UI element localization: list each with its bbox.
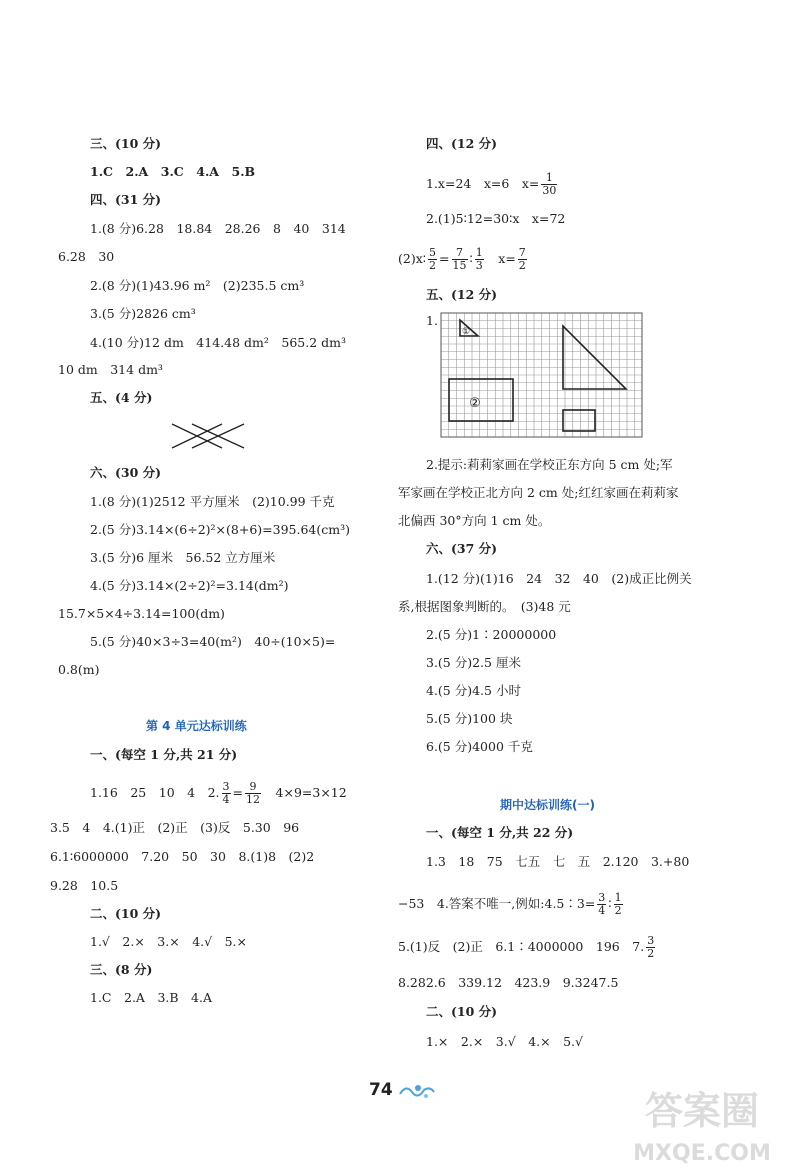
watermark-text: 答案圈	[644, 1089, 760, 1133]
answer-text: 1.16 25 10 4 2.	[90, 785, 220, 800]
answer-line: 1.√ 2.× 3.× 4.√ 5.×	[90, 934, 247, 949]
answer-line-with-fractions	[90, 781, 347, 806]
answer-line-with-fractions	[398, 935, 657, 960]
answer-line: 4.(5 分)3.14×(2÷2)²=3.14(dm²)	[90, 578, 289, 593]
small-rectangle-shape	[563, 410, 595, 431]
answer-line: 8.282.6 339.12 423.9 9.3247.5	[398, 975, 619, 990]
answer-line: 3.(5 分)2.5 厘米	[426, 655, 521, 670]
answer-line: 1.C 2.A 3.B 4.A	[90, 990, 213, 1005]
answer-line: 2.(5 分)3.14×(6÷2)²×(8+6)=395.64(cm³)	[90, 522, 350, 537]
answer-line: 15.7×5×4÷3.14=100(dm)	[58, 606, 225, 621]
answer-line: 5.(5 分)40×3÷3=40(m²) 40÷(10×5)=	[90, 634, 336, 649]
answer-line: 3.5 4 4.(1)正 (2)正 (3)反 5.30 96	[50, 820, 300, 835]
answer-text: 4×9=3×12	[263, 785, 347, 800]
equals-sign: =	[232, 785, 244, 800]
section-heading: 一、(每空 1 分,共 21 分)	[90, 747, 238, 762]
answer-line: 1.3 18 75 七五 七 五 2.120 3.+80	[426, 854, 690, 869]
fraction: $\frac{3}{4}$	[598, 891, 606, 917]
answer-text: −53 4.答案不唯一,例如:4.5∶3=	[398, 896, 596, 911]
answer-line: 2.(8 分)(1)43.96 m² (2)235.5 cm³	[90, 278, 305, 293]
answer-line: 军家画在学校正北方向 2 cm 处;红红家画在莉莉家	[398, 485, 679, 500]
answer-line: 4.(5 分)4.5 小时	[426, 683, 521, 698]
section-heading: 一、(每空 1 分,共 22 分)	[426, 825, 574, 840]
page-number: 74	[369, 1080, 393, 1100]
answer-line-with-fractions	[398, 247, 529, 272]
ratio-sign: ∶	[608, 896, 612, 911]
answer-text: (2)x∶	[398, 251, 427, 266]
section-heading: 六、(37 分)	[426, 541, 498, 556]
answer-line: 3.(5 分)2826 cm³	[90, 306, 196, 321]
section-heading: 三、(8 分)	[90, 962, 153, 977]
watermark-logo	[612, 1080, 792, 1170]
answer-line: 1.C 2.A 3.C 4.A 5.B	[90, 164, 256, 179]
section-heading: 三、(10 分)	[90, 136, 162, 151]
decorative-ornament-icon	[398, 1080, 438, 1102]
watermark-url: MXQE.COM	[633, 1141, 771, 1166]
answer-line: 0.8(m)	[58, 662, 100, 677]
answer-line: 5.(5 分)100 块	[426, 711, 513, 726]
fraction: $\frac{7}{15}$	[452, 246, 467, 272]
question-number: 1.	[426, 313, 438, 328]
fraction: $\frac{1}{2}$	[614, 891, 622, 917]
unit-title: 第 4 单元达标训练	[146, 719, 247, 733]
answer-text: 5.(1)反 (2)正 6.1∶4000000 196 7.	[398, 939, 645, 954]
fraction: $\frac{5}{2}$	[429, 246, 437, 272]
shape-label-1: ①	[462, 327, 471, 337]
fraction: $\frac{1}{3}$	[475, 246, 483, 272]
answer-line: 1.(12 分)(1)16 24 32 40 (2)成正比例关	[426, 571, 692, 586]
answer-line: 6.(5 分)4000 千克	[426, 739, 533, 754]
answer-line: 1.(8 分)6.28 18.84 28.26 8 40 314	[90, 221, 346, 236]
shape-label-2: ②	[469, 396, 481, 411]
answer-line: 9.28 10.5	[50, 878, 119, 893]
answer-line: 2.(5 分)1∶20000000	[426, 627, 557, 642]
answer-line-with-fractions	[426, 172, 559, 197]
answer-line-with-fractions	[398, 892, 625, 917]
crossed-lines-figure	[170, 418, 250, 452]
answer-line: 6.28 30	[58, 249, 115, 264]
rectangle-2-shape	[449, 379, 513, 421]
section-heading: 四、(12 分)	[426, 136, 498, 151]
answer-text: 1.x=24 x=6 x=	[426, 176, 540, 191]
answer-line: 10 dm 314 dm³	[58, 362, 163, 377]
fraction: $\frac{3}{4}$	[222, 780, 230, 806]
answer-line: 北偏西 30°方向 1 cm 处。	[398, 513, 551, 528]
answer-line: 6.1∶6000000 7.20 50 30 8.(1)8 (2)2	[50, 849, 315, 864]
answer-line: 3.(5 分)6 厘米 56.52 立方厘米	[90, 550, 276, 565]
answer-line: 1.(8 分)(1)2512 平方厘米 (2)10.99 千克	[90, 494, 335, 509]
section-heading: 五、(12 分)	[426, 287, 498, 302]
fraction: $\frac{3}{2}$	[647, 934, 655, 960]
answer-line: 2.(1)5∶12=30∶x x=72	[426, 211, 566, 226]
section-heading: 六、(30 分)	[90, 465, 162, 480]
equals-sign: =	[439, 251, 450, 266]
fraction: $\frac{1}{30}$	[542, 171, 557, 197]
unit-title: 期中达标训练(一)	[500, 798, 595, 812]
answer-line: 1.× 2.× 3.√ 4.× 5.√	[426, 1034, 583, 1049]
answer-line: 系,根据图象判断的。 (3)48 元	[398, 599, 571, 614]
ratio-sign: ∶	[469, 251, 473, 266]
section-heading: 四、(31 分)	[90, 192, 162, 207]
answer-text: x=	[485, 251, 516, 266]
section-heading: 二、(10 分)	[426, 1004, 498, 1019]
fraction: $\frac{7}{2}$	[518, 246, 526, 272]
section-heading: 五、(4 分)	[90, 390, 153, 405]
answer-line: 2.提示:莉莉家画在学校正东方向 5 cm 处;军	[426, 457, 673, 472]
answer-line: 4.(10 分)12 dm 414.48 dm² 565.2 dm³	[90, 335, 346, 350]
section-heading: 二、(10 分)	[90, 906, 162, 921]
grid-drawing	[440, 312, 644, 440]
fraction: $\frac{9}{12}$	[246, 780, 261, 806]
